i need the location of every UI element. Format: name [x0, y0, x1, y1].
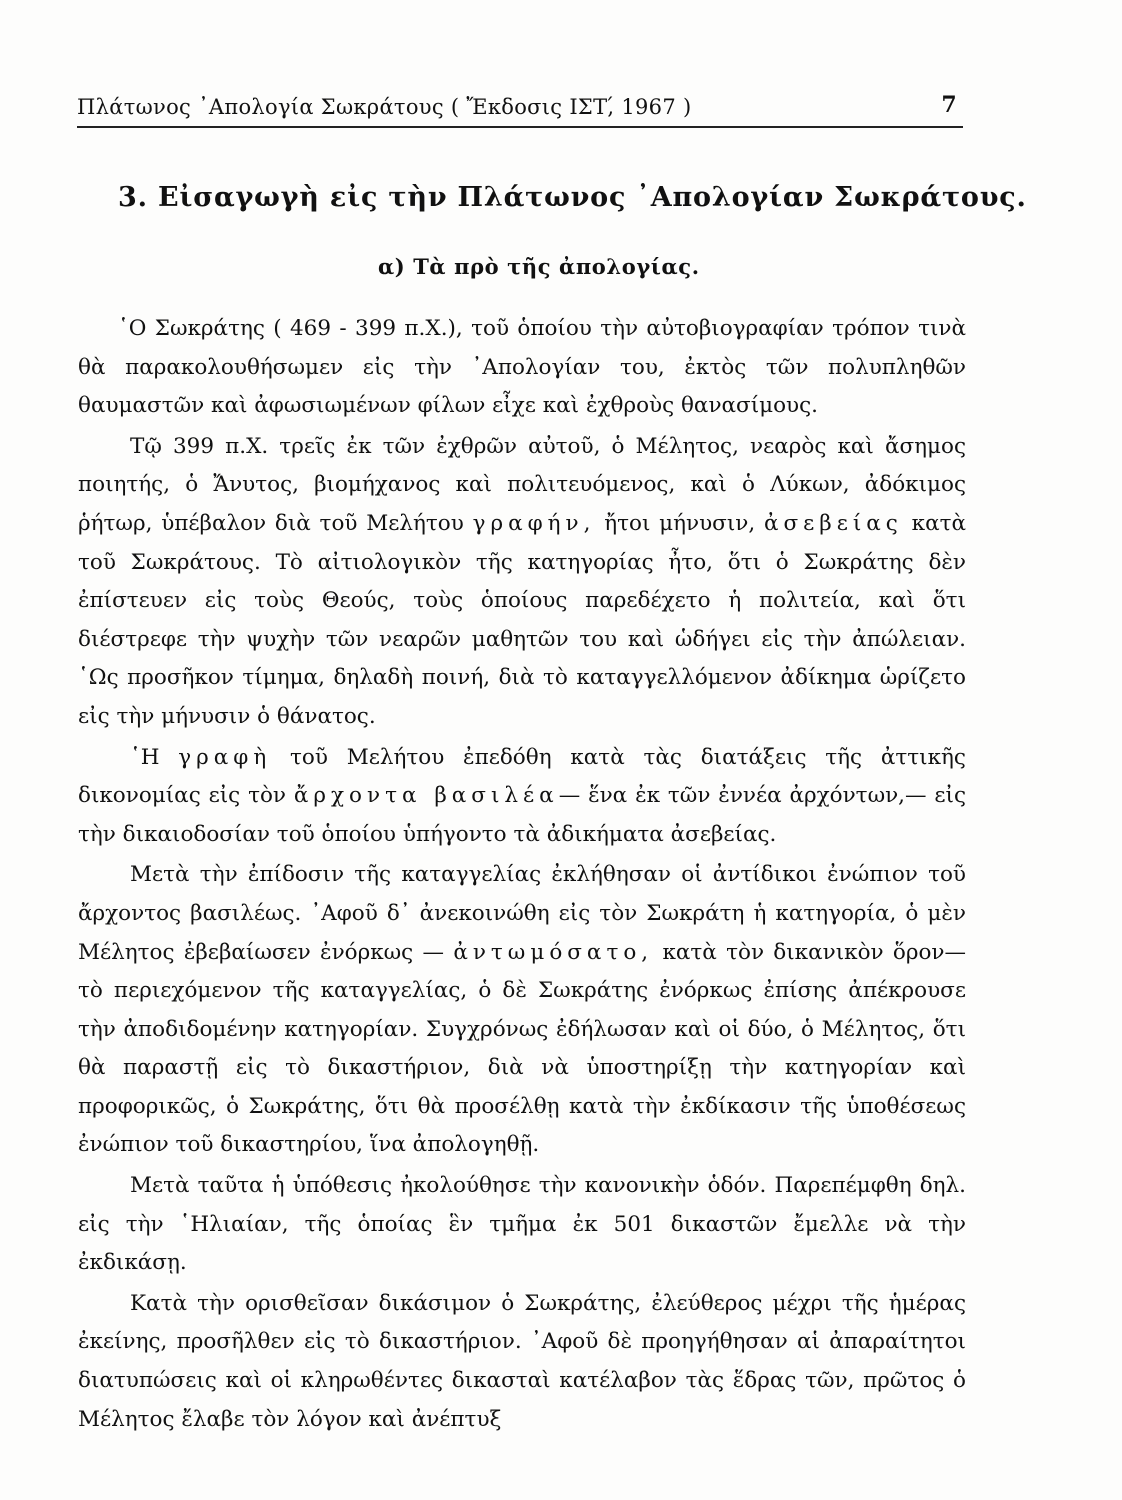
paragraph-2-text-a: Τῷ 399 π.Χ. τρεῖς ἐκ τῶν ἐχθρῶν αὐτοῦ, ὁ Μέλητος, νεαρὸς καὶ ἄσημος ποιητής, ὁ Ἄνυτος, βιομήχανος καὶ πολιτευόμενος, καὶ ὁ Λύκων, ἀδόκιμος ῥήτωρ, ὑπέβαλον διὰ τοῦ Μελήτου — [78, 433, 966, 536]
emphasis-graphe: γραφὴ — [178, 744, 272, 770]
running-header — [77, 92, 963, 128]
subsection-title: α) Τὰ πρὸ τῆς ἀπολογίας. — [378, 254, 700, 279]
paragraph-4-text-a: Μετὰ τὴν ἐπίδοσιν τῆς καταγγελίας ἐκλήθησαν οἱ ἀντίδικοι ἐνώπιον τοῦ ἄρχοντος βασιλέως. ᾽Αφοῦ δ᾽ ἀνεκοινώθη εἰς τὸν Σωκράτη ἡ κατηγορία, ὁ μὲν Μέλητος ἐβεβαίωσεν ἐνόρκως — — [78, 862, 966, 965]
paragraph-3 — [78, 739, 966, 855]
paragraph-3-text-a: ῾Η — [130, 744, 160, 770]
paragraph-6: Κατὰ τὴν ορισθεῖσαν δικάσιμον ὁ Σωκράτης, ἐλεύθερος μέχρι τῆς ἡμέρας ἐκείνης, προσῆλθεν εἰς τὸ δικαστήριον. ᾽Αφοῦ δὲ προηγήθησαν αἱ ἀπαραίτητοι διατυπώσεις καὶ οἱ κληρωθέντες δικασταὶ κατέλαβον τὰς ἕδρας τῶν, πρῶτος ὁ Μέλητος ἔλαβε τὸν λόγον καὶ ἀνέπτυξ — [78, 1290, 966, 1432]
paragraph-3-text-c: τοῦ Μελήτου ἐπεδόθη κατὰ τὰς διατάξεις τῆς ἀττικῆς δικονομίας εἰς τὸν — [78, 744, 966, 809]
running-title: Πλάτωνος ᾽Απολογία Σωκράτους ( Ἔκδοσις ΙΣΤ,́ 1967 ) — [77, 95, 692, 119]
paragraph-5: Μετὰ ταῦτα ἡ ὑπόθεσις ἠκολούθησε τὴν κανονικὴν ὁδόν. Παρεπέμφθη δηλ. εἰς τὴν ῾Ηλιαίαν, τῆς ὁποίας ἓν τμῆμα ἐκ 501 δικαστῶν ἔμελλε νὰ τὴν ἐκδικάσῃ. — [78, 1173, 966, 1276]
paragraph-2-text-e: κατὰ τοῦ Σωκράτους. Τὸ αἰτιολογικὸν τῆς κατηγορίας ἦτο, ὅτι ὁ Σωκράτης δὲν ἐπίστευεν εἰς τοὺς Θεούς, τοὺς ὁποίους παρεδέχετο ἡ πολιτεία, καὶ ὅτι διέστρεφε τὴν ψυχὴν τῶν νεαρῶν μαθητῶν του καὶ ὡδήγει εἰς τὴν ἀπώλειαν. ῾Ως προσῆκον τίμημα, δηλαδὴ ποινή, διὰ τὸ καταγγελλόμενον ἀδίκημα ὡρίζετο εἰς τὴν μήνυσιν ὁ θάνατος. — [78, 510, 967, 729]
emphasis-archonta-basilea: ἄρχοντα βασιλέα — [293, 783, 559, 809]
paragraph-2-text-c: ἤτοι μήνυσιν, — [604, 510, 756, 536]
paragraph-4-text-c: κατὰ τὸν δικανικὸν ὅρον— τὸ περιεχόμενον τῆς καταγγελίας, ὁ δὲ Σωκράτης ἐνόρκως ἐπίσης ἀπέκρουσε τὴν ἀποδιδομένην κατηγορίαν. Συγχρόνως ἐδήλωσαν καὶ οἱ δύο, ὁ Μέλητος, ὅτι θὰ παραστῇ εἰς τὸ δικαστήριον, διὰ νὰ ὑποστηρίξῃ τὴν κατηγορίαν καὶ προφορικῶς, ὁ Σωκράτης, ὅτι θὰ προσέλθῃ κατὰ τὴν ἐκδίκασιν τῆς ὑποθέσεως ἐνώπιον τοῦ δικαστηρίου, ἵνα ἀπολογηθῇ. — [78, 939, 966, 1158]
paragraph-4 — [78, 856, 966, 1165]
page-number: 7 — [941, 92, 957, 118]
emphasis-antomosato: ἀντωμόσατο, — [453, 939, 654, 965]
paragraph-3-text-e: — ἕνα ἐκ τῶν ἐννέα ἀρχόντων,— εἰς τὴν δικαιοδοσίαν τοῦ ὁποίου ὑπήγοντο τὰ ἀδικήματα ἀσεβείας. — [78, 783, 966, 847]
paragraph-2 — [78, 428, 966, 737]
body-text — [78, 310, 966, 1439]
emphasis-graphen: γραφήν, — [472, 510, 596, 536]
paragraph-1: ῾Ο Σωκράτης ( 469 - 399 π.Χ.), τοῦ ὁποίου τὴν αὐτοβιογραφίαν τρόπον τινὰ θὰ παρακολουθήσωμεν εἰς τὴν ᾽Απολογίαν του, ἐκτὸς τῶν πολυπληθῶν θαυμαστῶν καὶ ἀφωσιωμένων φίλων εἶχε καὶ ἐχθροὺς θανασίμους. — [78, 316, 966, 419]
emphasis-asebeias: ἀσεβείας — [763, 510, 903, 536]
section-title: 3. Εἰσαγωγὴ εἰς τὴν Πλάτωνος ᾽Απολογίαν Σωκράτους. — [118, 182, 1027, 213]
